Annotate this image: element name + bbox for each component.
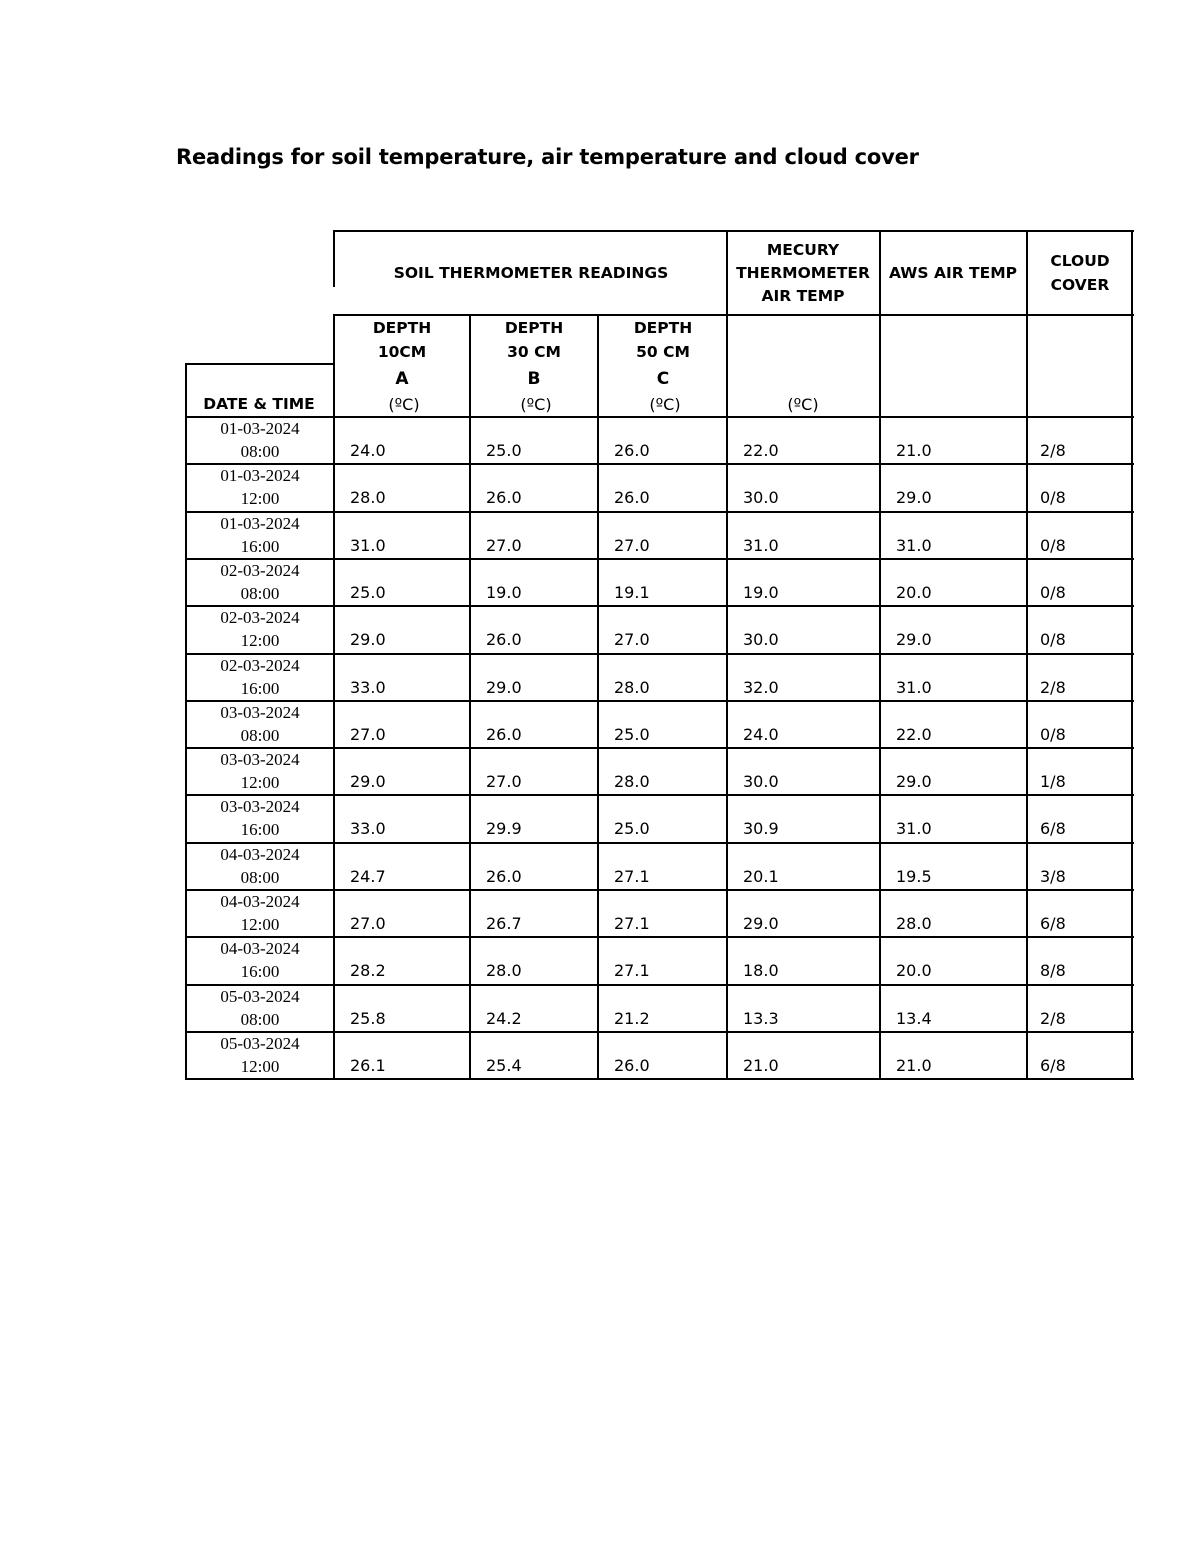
table-border-line [597, 314, 599, 1080]
cell-aws: 31.0 [896, 535, 932, 555]
cell-b: 29.0 [486, 677, 522, 697]
cell-cloud: 1/8 [1040, 772, 1066, 792]
cell-aws: 21.0 [896, 1055, 932, 1075]
mercury-header-line2: THERMOMETER [736, 264, 870, 282]
cell-mercury: 21.0 [743, 1055, 779, 1075]
row-time: 12:00 [240, 1056, 280, 1076]
row-date: 02-03-2024 [220, 560, 300, 580]
table-border-line [726, 230, 728, 1080]
cell-a: 27.0 [350, 914, 386, 933]
cell-cloud: 0/8 [1040, 724, 1066, 744]
cell-mercury: 30.0 [743, 772, 779, 792]
cell-c: 25.0 [614, 724, 650, 744]
cell-cloud: 3/8 [1040, 866, 1066, 886]
cell-cloud: 8/8 [1040, 961, 1066, 981]
cell-cloud: 2/8 [1040, 441, 1066, 460]
depth-a-letter: A [395, 369, 409, 389]
cloud-header-line1: CLOUD [1050, 252, 1110, 270]
cell-a: 27.0 [350, 724, 386, 744]
row-time: 08:00 [240, 583, 280, 603]
cell-c: 27.0 [614, 535, 650, 555]
cell-mercury: 19.0 [743, 582, 779, 602]
row-date: 03-03-2024 [220, 750, 300, 770]
cell-a: 29.0 [350, 772, 386, 792]
depth-c-unit: (ºC) [649, 395, 681, 414]
cell-c: 28.0 [614, 772, 650, 792]
cell-b: 26.0 [486, 724, 522, 744]
cell-c: 28.0 [614, 677, 650, 697]
row-date: 01-03-2024 [220, 513, 300, 533]
cell-b: 27.0 [486, 772, 522, 792]
cell-aws: 20.0 [896, 582, 932, 602]
depth-b-line2: 30 CM [507, 343, 561, 361]
cell-b: 26.0 [486, 488, 522, 508]
row-date: 03-03-2024 [220, 797, 300, 817]
cell-a: 26.1 [350, 1055, 386, 1075]
cell-b: 19.0 [486, 582, 522, 602]
cell-c: 19.1 [614, 582, 650, 602]
cell-c: 21.2 [614, 1008, 650, 1028]
cell-cloud: 0/8 [1040, 582, 1066, 602]
cell-b: 25.4 [486, 1055, 522, 1075]
cell-c: 27.1 [614, 961, 650, 981]
table-border-line [333, 314, 1134, 316]
depth-a-line2: 10CM [377, 343, 427, 361]
cell-b: 24.2 [486, 1008, 522, 1028]
cell-mercury: 13.3 [743, 1008, 779, 1028]
cell-a: 33.0 [350, 819, 386, 839]
row-date: 04-03-2024 [220, 892, 300, 911]
row-time: 08:00 [240, 1009, 280, 1029]
depth-b-letter: B [527, 369, 541, 389]
row-time: 16:00 [240, 820, 280, 840]
row-time: 12:00 [240, 773, 280, 793]
cell-cloud: 2/8 [1040, 677, 1066, 697]
soil-readings-header: SOIL THERMOMETER READINGS [393, 264, 669, 282]
date-time-header: DATE & TIME [203, 395, 315, 413]
row-time: 08:00 [240, 867, 280, 887]
cell-a: 31.0 [350, 535, 386, 555]
cell-mercury: 31.0 [743, 535, 779, 555]
depth-a-line1: DEPTH [372, 319, 432, 337]
cell-cloud: 6/8 [1040, 1055, 1066, 1075]
mercury-header-line1: MECURY [766, 241, 840, 259]
page-title: Readings for soil temperature, air temperature and cloud cover [176, 145, 919, 169]
cell-aws: 29.0 [896, 630, 932, 650]
cell-c: 26.0 [614, 1055, 650, 1075]
row-date: 05-03-2024 [220, 986, 300, 1006]
cell-cloud: 2/8 [1040, 1008, 1066, 1028]
cell-a: 28.2 [350, 961, 386, 981]
depth-c-line2: 50 CM [636, 343, 690, 361]
cell-mercury: 30.0 [743, 488, 779, 508]
cell-aws: 22.0 [896, 724, 932, 744]
depth-a-unit: (ºC) [388, 395, 420, 414]
row-date: 01-03-2024 [220, 466, 300, 486]
cell-b: 27.0 [486, 535, 522, 555]
cell-cloud: 6/8 [1040, 914, 1066, 933]
table-border-line [469, 314, 471, 1080]
cell-mercury: 18.0 [743, 961, 779, 981]
table-border-line [1026, 230, 1028, 1080]
cell-c: 27.0 [614, 630, 650, 650]
cell-aws: 28.0 [896, 914, 932, 933]
cloud-header-line2: COVER [1050, 276, 1110, 294]
row-date: 03-03-2024 [220, 702, 300, 722]
cell-b: 25.0 [486, 441, 522, 460]
row-time: 16:00 [240, 962, 280, 982]
cell-c: 26.0 [614, 488, 650, 508]
cell-mercury: 24.0 [743, 724, 779, 744]
cell-mercury: 30.0 [743, 630, 779, 650]
aws-header: AWS AIR TEMP [889, 264, 1017, 282]
cell-c: 27.1 [614, 866, 650, 886]
cell-aws: 29.0 [896, 488, 932, 508]
depth-c-letter: C [656, 369, 670, 389]
row-time: 16:00 [240, 536, 280, 556]
cell-a: 25.0 [350, 582, 386, 602]
cell-aws: 20.0 [896, 961, 932, 981]
cell-mercury: 22.0 [743, 441, 779, 460]
table-border-line [333, 230, 335, 287]
cell-a: 25.8 [350, 1008, 386, 1028]
depth-c-line1: DEPTH [633, 319, 693, 337]
cell-b: 26.0 [486, 866, 522, 886]
row-date: 02-03-2024 [220, 608, 300, 628]
mercury-header-line3: AIR TEMP [761, 287, 845, 305]
cell-cloud: 6/8 [1040, 819, 1066, 839]
table-border-line [1131, 230, 1133, 1080]
row-date: 02-03-2024 [220, 655, 300, 675]
cell-a: 24.0 [350, 441, 386, 460]
row-time: 08:00 [240, 442, 280, 461]
cell-mercury: 20.1 [743, 866, 779, 886]
cell-b: 28.0 [486, 961, 522, 981]
cell-c: 26.0 [614, 441, 650, 460]
cell-aws: 31.0 [896, 677, 932, 697]
cell-cloud: 0/8 [1040, 535, 1066, 555]
cell-a: 33.0 [350, 677, 386, 697]
cell-a: 28.0 [350, 488, 386, 508]
row-time: 16:00 [240, 678, 280, 698]
row-time: 12:00 [240, 631, 280, 651]
cell-a: 24.7 [350, 866, 386, 886]
cell-aws: 21.0 [896, 441, 932, 460]
cell-b: 26.0 [486, 630, 522, 650]
row-time: 12:00 [240, 489, 280, 509]
cell-b: 29.9 [486, 819, 522, 839]
cell-c: 25.0 [614, 819, 650, 839]
cell-aws: 13.4 [896, 1008, 932, 1028]
cell-aws: 29.0 [896, 772, 932, 792]
cell-cloud: 0/8 [1040, 488, 1066, 508]
cell-aws: 31.0 [896, 819, 932, 839]
cell-c: 27.1 [614, 914, 650, 933]
mercury-unit: (ºC) [787, 395, 819, 414]
row-date: 04-03-2024 [220, 939, 300, 959]
table-border-line [185, 363, 335, 365]
table-border-line [185, 1078, 1134, 1080]
cell-mercury: 30.9 [743, 819, 779, 839]
row-date: 05-03-2024 [220, 1033, 300, 1053]
cell-aws: 19.5 [896, 866, 932, 886]
row-date: 01-03-2024 [220, 419, 300, 438]
cell-mercury: 29.0 [743, 914, 779, 933]
cell-cloud: 0/8 [1040, 630, 1066, 650]
cell-b: 26.7 [486, 914, 522, 933]
cell-mercury: 32.0 [743, 677, 779, 697]
table-border-line [879, 230, 881, 1080]
depth-b-unit: (ºC) [520, 395, 552, 414]
table-border-line [333, 230, 1134, 232]
cell-a: 29.0 [350, 630, 386, 650]
row-date: 04-03-2024 [220, 844, 300, 864]
depth-b-line1: DEPTH [504, 319, 564, 337]
row-time: 08:00 [240, 725, 280, 745]
row-time: 12:00 [240, 915, 280, 934]
